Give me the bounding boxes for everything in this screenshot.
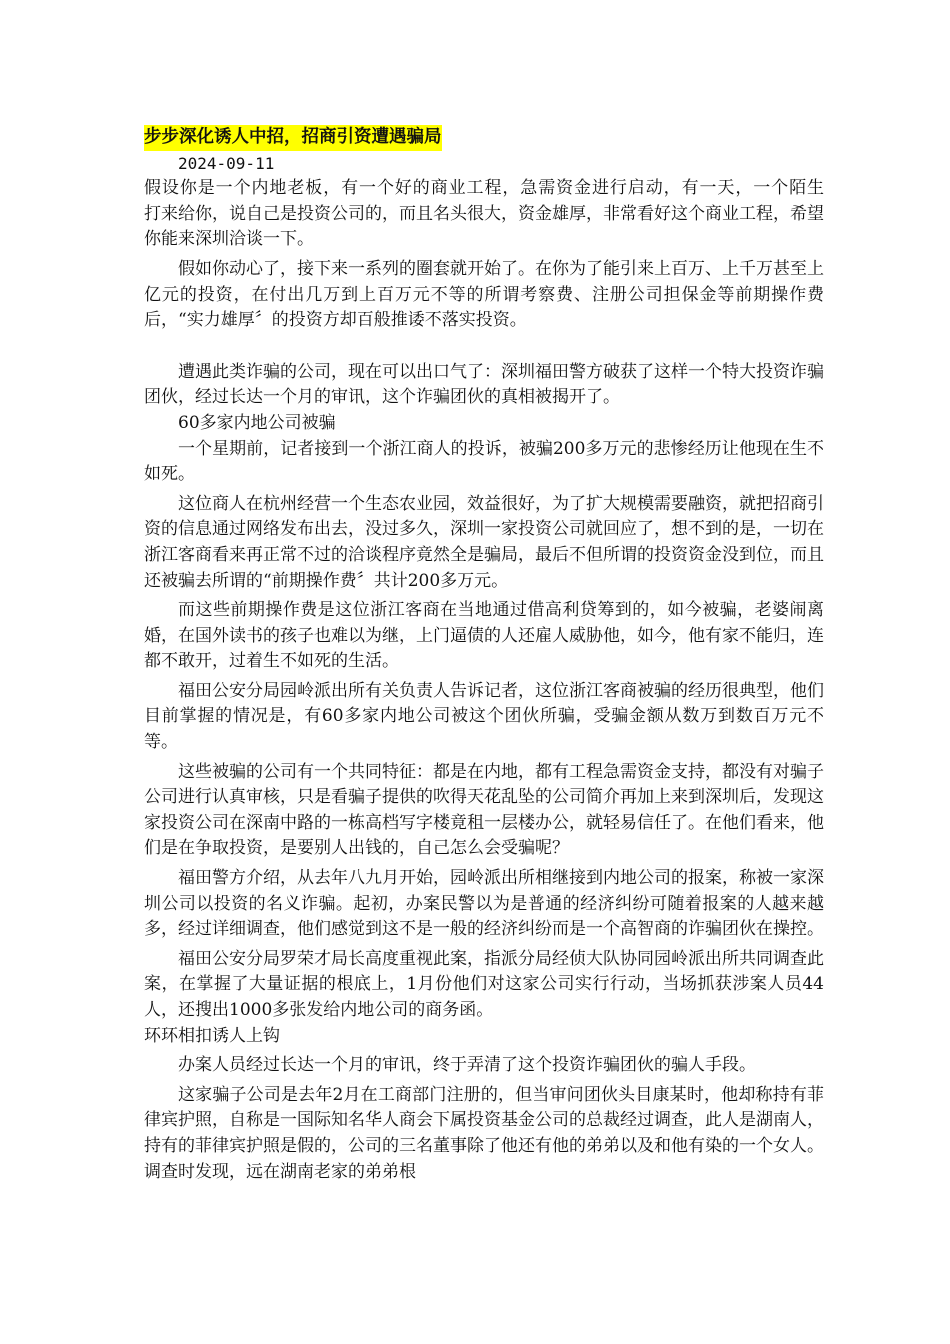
document-page — [144, 125, 858, 1185]
body-paragraph: 这些被骗的公司有一个共同特征：都是在内地，都有工程急需资金支持，都没有对骗子公司进行认真审核，只是看骗子提供的吹得天花乱坠的公司简介再加上来到深圳后，发现这家投资公司在深南中路的一栋高档写字楼竟租一层楼办公，就轻易信任了。在他们看来，他们是在争取投资，是要别人出钱的，自己怎么会受骗呢？ — [144, 761, 824, 859]
body-paragraph: 一个星期前，记者接到一个浙江商人的投诉，被骗200多万元的悲惨经历让他现在生不如死。 — [144, 438, 824, 485]
body-paragraph: 假如你动心了，接下来一系列的圈套就开始了。在你为了能引来上百万、上千万甚至上亿元的投资，在付出几万到上百万元不等的所谓考察费、注册公司担保金等前期操作费后，“实力雄厚〞的投资方却百般推诿不落实投资。 — [144, 258, 824, 331]
body-paragraph: 这家骗子公司是去年2月在工商部门注册的，但当审问团伙头目康某时，他却称持有菲律宾护照，自称是一国际知名华人商会下属投资基金公司的总裁经过调查，此人是湖南人，持有的菲律宾护照是假的，公司的三名董事除了他还有他的弟弟以及和他有染的一个女人。调查时发现，远在湖南老家的弟弟根 — [144, 1084, 824, 1182]
section-heading: 60多家内地公司被骗 — [178, 412, 336, 433]
body-paragraph: 福田警方介绍，从去年八九月开始，园岭派出所相继接到内地公司的报案，称被一家深圳公司以投资的名义诈骗。起初，办案民警以为是普通的经济纠纷可随着报案的人越来越多，经过详细调查，他们感觉到这不是一般的经济纠纷而是一个高智商的诈骗团伙在操控。 — [144, 868, 824, 940]
intro-paragraph: 假设你是一个内地老板，有一个好的商业工程，急需资金进行启动，有一天，一个陌生 打来给你，说自己是投资公司的，而且名头很大，资金雄厚，非常看好这个商业工程，希望你能来深圳洽谈一下。 — [144, 178, 858, 250]
section-heading: 环环相扣诱人上钩 — [144, 1025, 280, 1046]
body-paragraph: 而这些前期操作费是这位浙江客商在当地通过借高利贷筹到的，如今被骗，老婆闹离婚，在国外读书的孩子也难以为继，上门逼债的人还雇人威胁他，如今，他有家不能归，连 都不敢开，过着生不如死的生活。 — [144, 600, 858, 672]
article-title: 步步深化诱人中招，招商引资遭遇骗局 — [144, 125, 442, 151]
body-paragraph: 福田公安分局园岭派出所有关负责人告诉记者，这位浙江客商被骗的经历很典型，他们目前掌握的情况是，有60多家内地公司被这个团伙所骗，受骗金额从数万到数百万元不等。 — [144, 680, 824, 753]
body-paragraph: 遭遇此类诈骗的公司，现在可以出口气了：深圳福田警方破获了这样一个特大投资诈骗团伙，经过长达一个月的审讯，这个诈骗团伙的真相被揭开了。 — [144, 361, 824, 408]
article-date: 2024-09-11 — [178, 153, 275, 173]
body-paragraph: 这位商人在杭州经营一个生态农业园，效益很好，为了扩大规模需要融资，就把招商引资的信息通过网络发布出去，没过多久，深圳一家投资公司就回应了，想不到的是，一切在浙江客商看来再正常不过的洽谈程序竟然全是骗局，最后不但所谓的投资资金没到位，而且还被骗去所谓的“前期操作费〞共计200多万元。 — [144, 493, 824, 591]
body-paragraph: 福田公安分局罗荣才局长高度重视此案，指派分局经侦大队协同园岭派出所共同调查此案，在掌握了大量证据的根底上，1月份他们对这家公司实行行动，当场抓获涉案人员44人，还搜出1000多张发给内地公司的商务函。 — [144, 948, 824, 1020]
body-paragraph: 办案人员经过长达一个月的审讯，终于弄清了这个投资诈骗团伙的骗人手段。 — [178, 1055, 756, 1076]
